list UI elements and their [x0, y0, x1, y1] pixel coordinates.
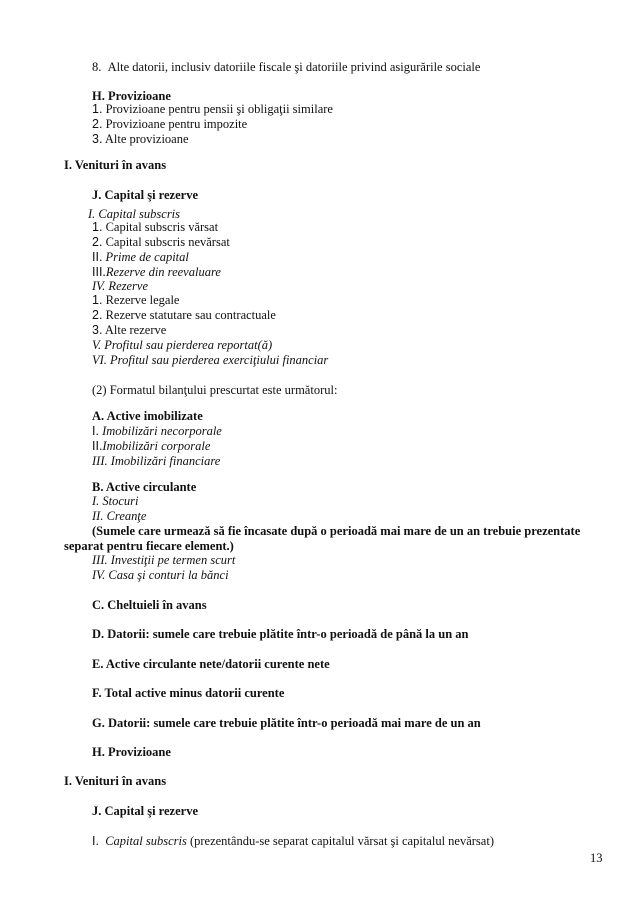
subsection-heading: I. Imobilizări necorporale — [92, 424, 222, 438]
section-heading: D. Datorii: sumele care trebuie plătite într-o perioadă de până la un an — [92, 627, 469, 641]
page-number: 13 — [590, 851, 603, 865]
subsection-heading: IV. Casa şi conturi la bănci — [92, 568, 229, 582]
section-heading: H. Provizioane — [92, 89, 171, 103]
section-heading: H. Provizioane — [92, 745, 171, 759]
subsection-heading: I. Stocuri — [92, 494, 139, 508]
section-heading: J. Capital şi rezerve — [92, 188, 198, 202]
list-item: 2. Rezerve statutare sau contractuale — [92, 308, 276, 322]
subsection-heading: II.Imobilizări corporale — [92, 439, 211, 453]
subsection-heading: IV. Rezerve — [92, 279, 148, 293]
list-item: 2. Provizioane pentru impozite — [92, 117, 248, 131]
section-heading: I. Venituri în avans — [64, 774, 167, 788]
list-item: 1. Provizioane pentru pensii şi obligaţii similare — [92, 102, 333, 116]
list-item: 3. Alte rezerve — [92, 323, 167, 337]
section-heading: E. Active circulante nete/datorii curente nete — [92, 657, 330, 671]
subsection-heading: V. Profitul sau pierderea reportat(ă) — [92, 338, 273, 352]
list-item: 1. Rezerve legale — [92, 293, 180, 307]
section-heading: I. Venituri în avans — [64, 158, 167, 172]
note-text: separat pentru fiecare element.) — [64, 539, 234, 553]
paragraph: (2) Formatul bilanţului prescurtat este următorul: — [92, 383, 338, 397]
list-item: 1. Capital subscris vărsat — [92, 220, 219, 234]
subsection-heading: II. Creanţe — [92, 509, 147, 523]
subsection-heading: III. Investiţii pe termen scurt — [92, 553, 236, 567]
subsection-heading: VI. Profitul sau pierderea exerciţiului financiar — [92, 353, 329, 367]
section-heading: B. Active circulante — [92, 480, 197, 494]
section-heading: F. Total active minus datorii curente — [92, 686, 285, 700]
subsection-heading: III. Imobilizări financiare — [92, 454, 221, 468]
list-item: 2. Capital subscris nevărsat — [92, 235, 230, 249]
list-item: 8. Alte datorii, inclusiv datoriile fiscale şi datoriile privind asigurările sociale — [92, 60, 481, 74]
subsection-heading: I. Capital subscris — [88, 207, 181, 221]
list-item: 3. Alte provizioane — [92, 132, 189, 146]
section-heading: J. Capital şi rezerve — [92, 804, 198, 818]
subsection-heading: I. Capital subscris (prezentându-se separat capitalul vărsat şi capitalul nevărsat) — [92, 834, 494, 848]
section-heading: G. Datorii: sumele care trebuie plătite într-o perioadă mai mare de un an — [92, 716, 481, 730]
note-text: (Sumele care urmează să fie încasate după o perioadă mai mare de un an trebuie prezentate — [92, 524, 581, 538]
section-heading: C. Cheltuieli în avans — [92, 598, 207, 612]
subsection-heading: III.Rezerve din reevaluare — [92, 265, 221, 279]
section-heading: A. Active imobilizate — [92, 409, 203, 423]
subsection-heading: II. Prime de capital — [92, 250, 189, 264]
